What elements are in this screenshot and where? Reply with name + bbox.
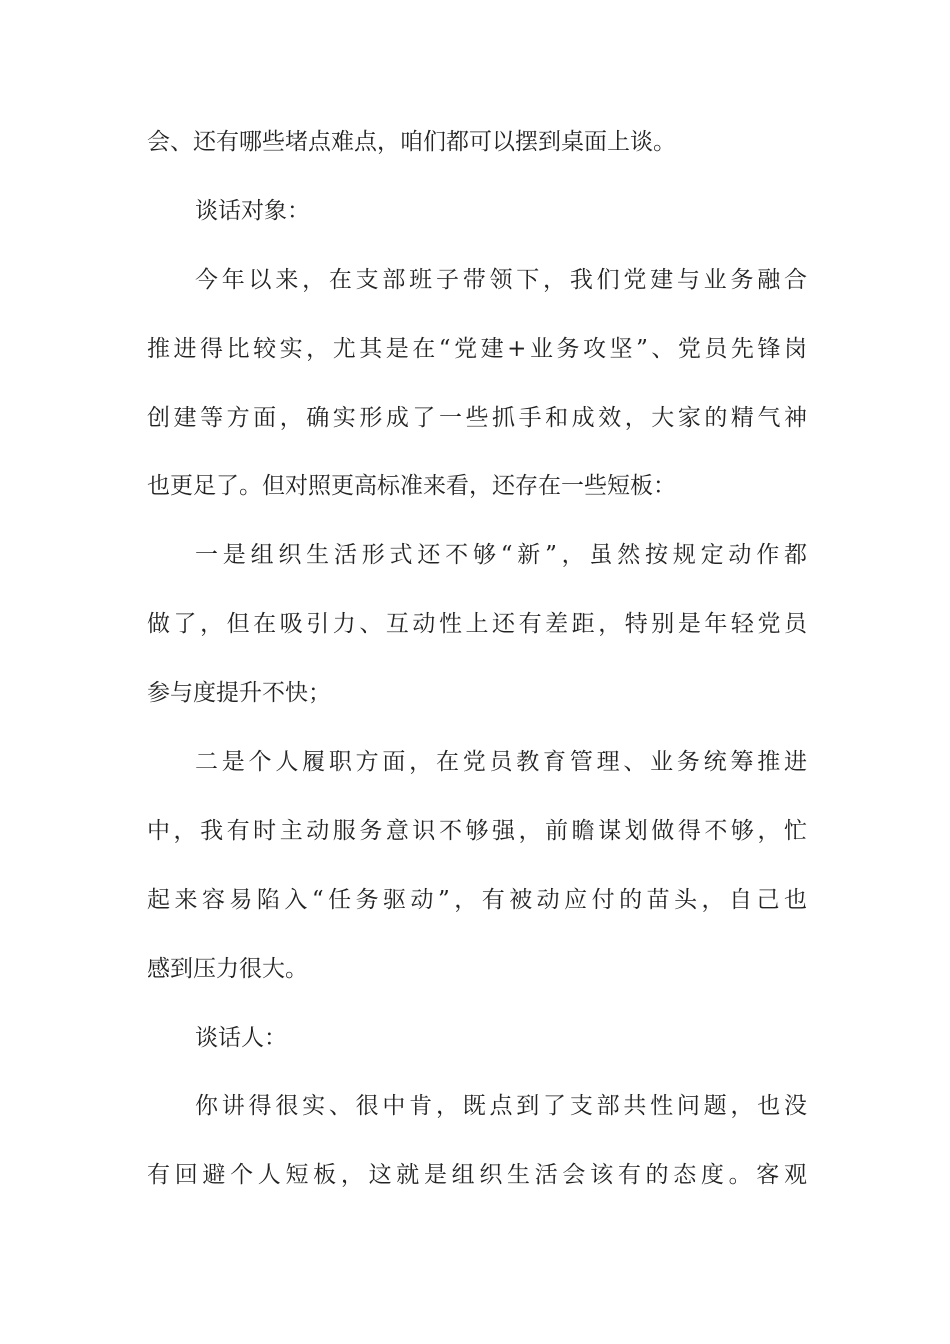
text-line: 起来容易陷入“任务驱动”，有被动应付的苗头，自己也 bbox=[147, 886, 807, 913]
text-line: 会、还有哪些堵点难点，咱们都可以摆到桌面上谈。 bbox=[147, 129, 676, 155]
text-line: 推进得比较实，尤其是在“党建+业务攻坚”、党员先锋岗 bbox=[147, 335, 807, 362]
text-line: 也更足了。但对照更高标准来看，还存在一些短板： bbox=[147, 473, 676, 500]
text-line: 感到压力很大。 bbox=[147, 955, 308, 982]
text-line: 今年以来，在支部班子带领下，我们党建与业务融合 bbox=[195, 266, 807, 293]
text-line: 中，我有时主动服务意识不够强，前瞻谋划做得不够，忙 bbox=[147, 817, 807, 844]
text-line: 一是组织生活形式还不够“新”，虽然按规定动作都 bbox=[195, 542, 807, 569]
text-line: 有回避个人短板，这就是组织生活会该有的态度。客观 bbox=[147, 1162, 807, 1189]
document-body bbox=[147, 119, 807, 1221]
text-line: 做了，但在吸引力、互动性上还有差距，特别是年轻党员 bbox=[147, 611, 807, 638]
text-line: 二是个人履职方面，在党员教育管理、业务统筹推进 bbox=[195, 749, 807, 776]
text-line: 你讲得很实、很中肯，既点到了支部共性问题，也没 bbox=[195, 1093, 807, 1120]
text-line: 参与度提升不快； bbox=[147, 680, 331, 707]
text-line: 创建等方面，确实形成了一些抓手和成效，大家的精气神 bbox=[147, 404, 807, 431]
speaker-label: 谈话人： bbox=[195, 1024, 287, 1051]
speaker-label: 谈话对象： bbox=[195, 197, 310, 224]
